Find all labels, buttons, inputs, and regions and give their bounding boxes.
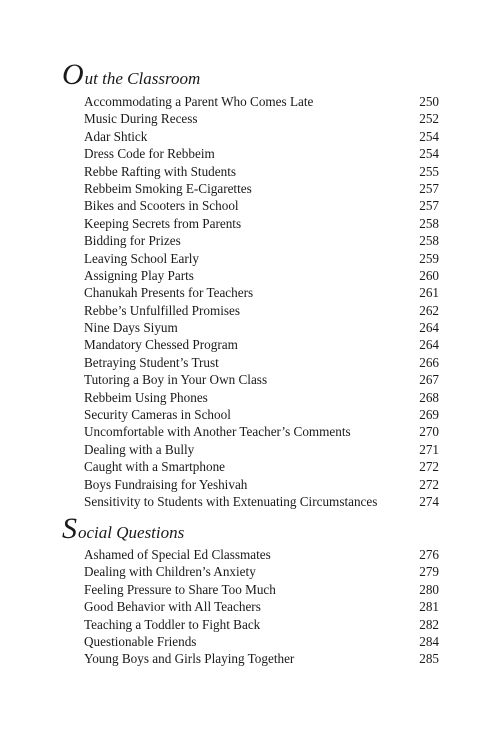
section-heading-out-the-classroom [62,58,200,92]
toc-entry-title: Security Cameras in School [84,407,231,423]
toc-entry-page-number: 259 [419,250,439,266]
toc-entry-page-number: 267 [419,372,439,388]
toc-entry-title: Betraying Student’s Trust [84,354,219,370]
toc-entry-title: Leaving School Early [84,250,199,266]
toc-entry-page-number: 252 [419,111,439,127]
toc-entry [84,563,439,580]
toc-entry [84,110,439,127]
toc-entry [84,163,439,180]
toc-entry [84,406,439,423]
toc-entry-title: Mandatory Chessed Program [84,337,238,353]
toc-entry-title: Music During Recess [84,111,198,127]
toc-entry [84,598,439,615]
toc-entry-page-number: 270 [419,424,439,440]
toc-entry-page-number: 272 [419,476,439,492]
toc-list-out-the-classroom [84,93,439,510]
section-heading-initial: O [62,58,84,91]
toc-entry [84,336,439,353]
toc-entry-page-number: 269 [419,407,439,423]
toc-entry-title: Assigning Play Parts [84,267,194,283]
toc-list-social-questions [84,546,439,668]
toc-entry [84,581,439,598]
toc-entry-title: Uncomfortable with Another Teacher’s Comments [84,424,351,440]
toc-entry-title: Rebbe Rafting with Students [84,163,237,179]
toc-entry [84,633,439,650]
toc-entry-page-number: 261 [419,285,439,301]
toc-entry-title: Nine Days Siyum [84,320,178,336]
toc-entry [84,128,439,145]
toc-entry-page-number: 276 [419,547,439,562]
toc-entry [84,145,439,162]
toc-entry [84,302,439,319]
toc-entry-page-number: 264 [419,337,439,353]
section-heading-social-questions [62,512,184,546]
toc-entry-page-number: 282 [419,616,439,632]
toc-entry-page-number: 257 [419,180,439,196]
toc-entry-page-number: 285 [419,651,439,667]
toc-entry-page-number: 250 [419,94,439,109]
toc-entry [84,250,439,267]
toc-entry-title: Feeling Pressure to Share Too Much [84,581,276,597]
toc-entry [84,458,439,475]
toc-entry-page-number: 264 [419,320,439,336]
toc-entry [84,650,439,667]
toc-entry-title: Chanukah Presents for Teachers [84,285,254,301]
toc-entry-title: Tutoring a Boy in Your Own Class [84,372,268,388]
toc-entry-title: Keeping Secrets from Parents [84,215,242,231]
toc-entry-page-number: 274 [419,493,439,509]
toc-entry-page-number: 257 [419,198,439,214]
toc-entry [84,441,439,458]
toc-entry-title: Dealing with Children’s Anxiety [84,564,256,580]
toc-entry [84,93,439,110]
toc-entry-page-number: 255 [419,163,439,179]
toc-entry-page-number: 258 [419,233,439,249]
toc-entry-page-number: 284 [419,633,439,649]
toc-entry [84,616,439,633]
section-heading-text: ocial Questions [78,523,185,542]
toc-entry [84,215,439,232]
toc-entry [84,197,439,214]
toc-entry [84,493,439,510]
toc-entry-page-number: 271 [419,441,439,457]
toc-entry-title: Bidding for Prizes [84,233,181,249]
toc-entry-title: Good Behavior with All Teachers [84,599,261,615]
toc-entry-title: Dress Code for Rebbeim [84,146,215,162]
toc-entry-title: Sensitivity to Students with Extenuating Circumstances [84,493,378,509]
toc-entry [84,232,439,249]
toc-entry [84,354,439,371]
toc-entry [84,423,439,440]
toc-entry-page-number: 272 [419,459,439,475]
toc-entry-page-number: 266 [419,354,439,370]
toc-entry-page-number: 268 [419,389,439,405]
toc-entry-title: Caught with a Smartphone [84,459,226,475]
toc-entry-page-number: 258 [419,215,439,231]
toc-entry-title: Accommodating a Parent Who Comes Late [84,94,314,109]
toc-entry [84,371,439,388]
toc-entry-title: Teaching a Toddler to Fight Back [84,616,261,632]
toc-entry-page-number: 262 [419,302,439,318]
toc-entry [84,319,439,336]
section-heading-text: ut the Classroom [84,69,201,88]
toc-entry [84,476,439,493]
toc-entry-title: Rebbe’s Unfulfilled Promises [84,302,241,318]
toc-entry-page-number: 279 [419,564,439,580]
toc-entry-title: Questionable Friends [84,633,197,649]
section-heading-initial: S [62,512,77,545]
toc-entry-page-number: 254 [419,128,439,144]
toc-entry-page-number: 281 [419,599,439,615]
toc-entry-page-number: 254 [419,146,439,162]
toc-entry-page-number: 280 [419,581,439,597]
toc-entry [84,180,439,197]
toc-entry-title: Rebbeim Smoking E-Cigarettes [84,180,252,196]
toc-entry [84,267,439,284]
toc-entry-title: Rebbeim Using Phones [84,389,208,405]
toc-entry-title: Adar Shtick [84,128,148,144]
toc-entry [84,284,439,301]
toc-entry-title: Boys Fundraising for Yeshivah [84,476,248,492]
toc-entry-title: Bikes and Scooters in School [84,198,239,214]
toc-entry [84,389,439,406]
toc-entry [84,546,439,563]
toc-entry-title: Ashamed of Special Ed Classmates [84,547,271,562]
toc-entry-title: Young Boys and Girls Playing Together [84,651,295,667]
toc-entry-title: Dealing with a Bully [84,441,195,457]
toc-entry-page-number: 260 [419,267,439,283]
